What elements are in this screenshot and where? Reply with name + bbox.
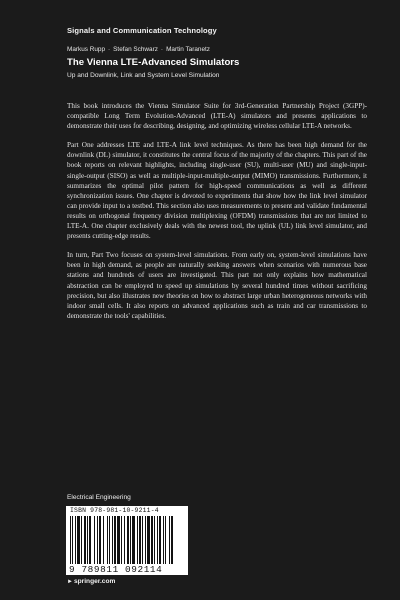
barcode-stripe: [70, 516, 71, 564]
barcode-stripe: [89, 516, 91, 564]
author-separator: ·: [108, 46, 111, 53]
barcode-stripe: [171, 516, 173, 564]
author-separator: ·: [160, 46, 164, 53]
barcode-stripe: [145, 516, 146, 564]
barcode-stripe: [132, 516, 135, 564]
barcode-stripe: [130, 516, 131, 564]
isbn-number: ISBN 978-981-10-9211-4: [70, 507, 159, 514]
book-subtitle: Up and Downlink, Link and System Level Simulation: [67, 72, 220, 79]
author-name: Stefan Schwarz: [113, 46, 158, 53]
book-title: The Vienna LTE-Advanced Simulators: [67, 57, 240, 68]
barcode-stripe: [169, 516, 170, 564]
blurb-paragraph: This book introduces the Vienna Simulator Suite for 3rd-Generation Partnership Project (3GPP)-compatible Long Term Evolution-Advanced (LTE-A) simulators and presents applications to demonstrate their uses for describing, designing, and optimizing wireless cellular LTE-A networks.: [67, 102, 367, 131]
barcode-stripe: [163, 516, 164, 564]
publisher-website: [67, 578, 115, 585]
barcode-stripe: [107, 516, 108, 564]
blurb-paragraph: In turn, Part Two focuses on system-level simulations. From early on, system-level simulations have been in high demand, as people are naturally seeking answers when scenarios with numerous base stations and hundreds of users are investigated. This part not only explains how mathematical abstraction can be employed to speed up simulations by several hundred times without sacrificing precision, but also illustrates new theories on how to abstract large urban heterogeneous networks with indoor small cells. It also reports on advanced applications such as train and car transmissions to demonstrate the tools' capabilities.: [67, 251, 367, 320]
barcode-stripe: [117, 516, 120, 564]
blurb-paragraph: Part One addresses LTE and LTE-A link level techniques. As there has been high demand for the downlink (DL) simulator, it constitutes the central focus of the majority of the chapters. This part of the book reports on relevant highlights, including single-user (SU), multi-user (MU) and single-input-single-output (SISO) as well as multiple-input-multiple-output (MIMO) transmissions. Furthermore, it summarizes the optimal pilot pattern for high-speed communications as well as different synchronization issues. One chapter is devoted to experiments that show how the link level simulator can provide input to a testbed. This section also uses measurements to present and validate fundamental results on orthogonal frequency division multiplexing (OFDM) transmissions that are not limited to LTE-A. One chapter exclusively deals with the newest tool, the uplink (UL) link level simulator, and presents cutting-edge results.: [67, 141, 367, 241]
barcode-stripe: [154, 516, 155, 564]
barcode-stripe: [75, 516, 76, 564]
author-name: Martin Taranetz: [166, 46, 210, 53]
barcode-stripe: [87, 516, 88, 564]
barcode-stripe: [109, 516, 110, 564]
barcode-stripe: [147, 516, 150, 564]
barcode-stripe: [114, 516, 116, 564]
barcode-stripe: [97, 516, 98, 564]
series-name: Signals and Communication Technology: [67, 26, 217, 35]
author-name: Markus Rupp: [67, 46, 106, 53]
barcode-stripe: [151, 516, 153, 564]
barcode-bars: [70, 516, 184, 564]
subject-category: Electrical Engineering: [67, 494, 131, 501]
barcode-stripe: [72, 516, 73, 564]
barcode-stripe: [124, 516, 125, 564]
author-list: [67, 46, 210, 53]
barcode-stripe: [157, 516, 158, 564]
barcode-digits: 9 789811 092114: [69, 564, 163, 575]
barcode-stripe: [159, 516, 161, 564]
barcode-stripe: [137, 516, 138, 564]
barcode-stripe: [81, 516, 82, 564]
barcode-stripe: [127, 516, 129, 564]
barcode-stripe: [99, 516, 101, 564]
blurb: [67, 101, 367, 330]
barcode-stripe: [77, 516, 80, 564]
barcode-stripe: [94, 516, 95, 564]
barcode-stripe: [165, 516, 166, 564]
arrow-icon: ►: [67, 579, 73, 585]
barcode-stripe: [139, 516, 141, 564]
website-label: springer.com: [73, 578, 116, 585]
barcode-stripe: [121, 516, 122, 564]
barcode-stripe: [84, 516, 86, 564]
barcode-stripe: [142, 516, 143, 564]
barcode-stripe: [112, 516, 113, 564]
barcode-stripe: [103, 516, 104, 564]
isbn-barcode: [66, 506, 188, 575]
